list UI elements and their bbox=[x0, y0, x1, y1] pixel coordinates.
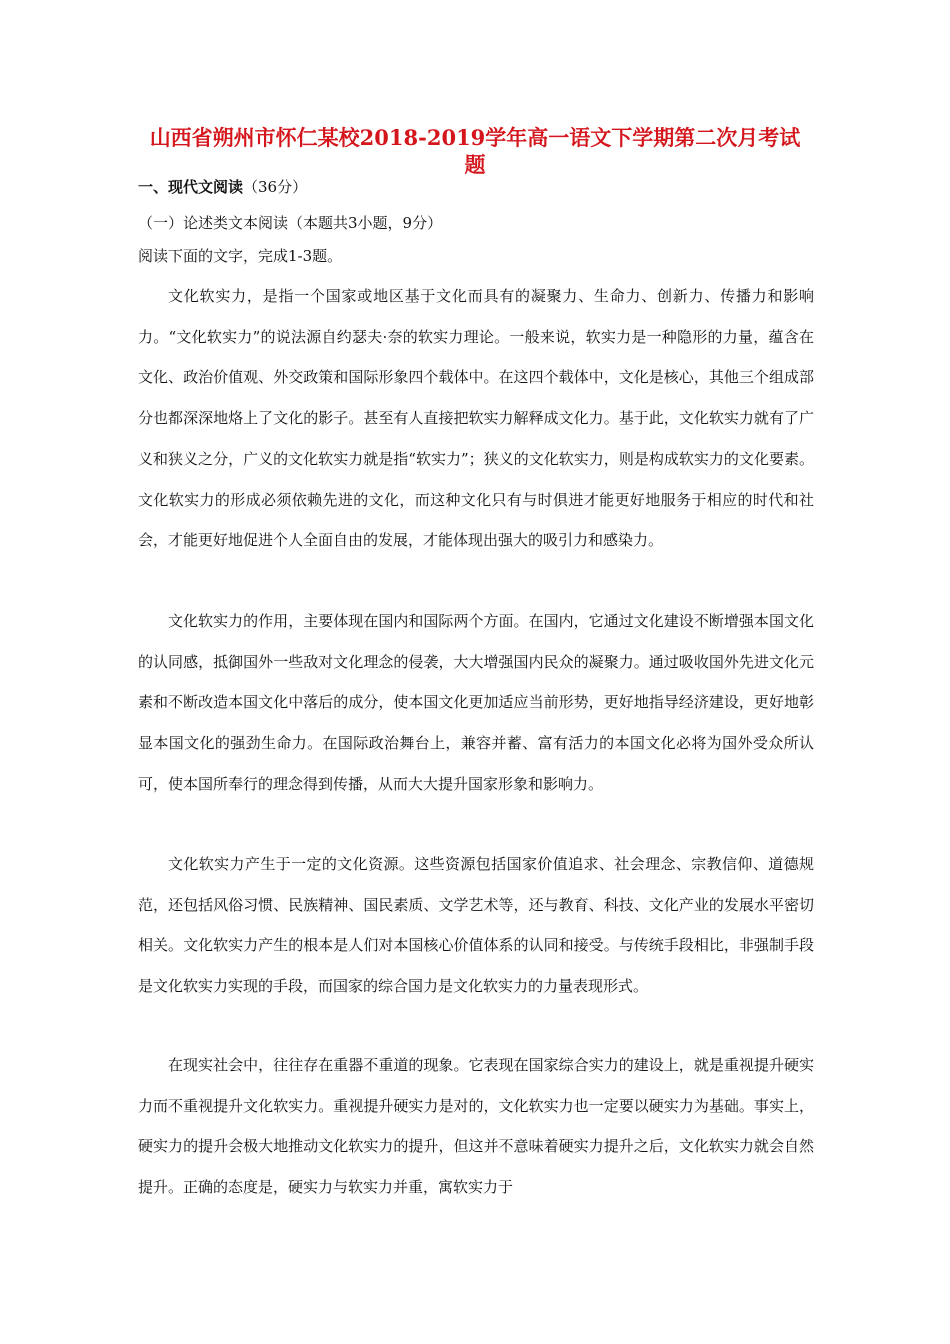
paragraph-2: 文化软实力的作用，主要体现在国内和国际两个方面。在国内，它通过文化建设不断增强本国文化的认同感，抵御国外一些敌对文化理念的侵袭，大大增强国内民众的凝聚力。通过吸收国外先进文化元素和不断改造本国文化中落后的成分，使本国文化更加适应当前形势，更好地指导经济建设，更好地彰显本国文化的强劲生命力。在国际政治舞台上，兼容并蓄、富有活力的本国文化必将为国外受众所认可，使本国所奉行的理念得到传播，从而大大提升国家形象和影响力。 bbox=[138, 612, 814, 793]
document-title-line2: 题 bbox=[464, 152, 486, 177]
section-score: （36分） bbox=[243, 178, 308, 196]
paragraph-4: 在现实社会中，往往存在重器不重道的现象。它表现在国家综合实力的建设上，就是重视提升硬实力而不重视提升文化软实力。重视提升硬实力是对的，文化软实力也一定要以硬实力为基础。事实上，硬实力的提升会极大地推动文化软实力的提升，但这并不意味着硬实力提升之后，文化软实力就会自然提升。正确的态度是，硬实力与软实力并重，寓软实力于 bbox=[138, 1056, 814, 1197]
section-heading bbox=[138, 176, 307, 198]
reading-instruction: 阅读下面的文字，完成1-3题。 bbox=[138, 247, 343, 265]
paragraph-1: 文化软实力，是指一个国家或地区基于文化而具有的凝聚力、生命力、创新力、传播力和影响力。“文化软实力”的说法源自约瑟夫·奈的软实力理论。一般来说，软实力是一种隐形的力量，蕴含在文化、政治价值观、外交政策和国际形象四个载体中。在这四个载体中，文化是核心，其他三个组成部分也都深深地烙上了文化的影子。甚至有人直接把软实力解释成文化力。基于此，文化软实力就有了广义和狭义之分，广义的文化软实力就是指“软实力”；狭义的文化软实力，则是构成软实力的文化要素。文化软实力的形成必须依赖先进的文化，而这种文化只有与时俱进才能更好地服务于相应的时代和社会，才能更好地促进个人全面自由的发展，才能体现出强大的吸引力和感染力。 bbox=[138, 287, 814, 550]
section-heading-text: 一、现代文阅读 bbox=[138, 178, 244, 196]
document-title-line1: 山西省朔州市怀仁某校2018-2019学年高一语文下学期第二次月考试 bbox=[149, 125, 801, 150]
paragraph-3: 文化软实力产生于一定的文化资源。这些资源包括国家价值追求、社会理念、宗教信仰、道德规范，还包括风俗习惯、民族精神、国民素质、文学艺术等，还与教育、科技、文化产业的发展水平密切相关。文化软实力产生的根本是人们对本国核心价值体系的认同和接受。与传统手段相比，非强制手段是文化软实力实现的手段，而国家的综合国力是文化软实力的力量表现形式。 bbox=[138, 855, 814, 996]
subsection-heading: （一）论述类文本阅读（本题共3小题，9分） bbox=[138, 214, 443, 232]
